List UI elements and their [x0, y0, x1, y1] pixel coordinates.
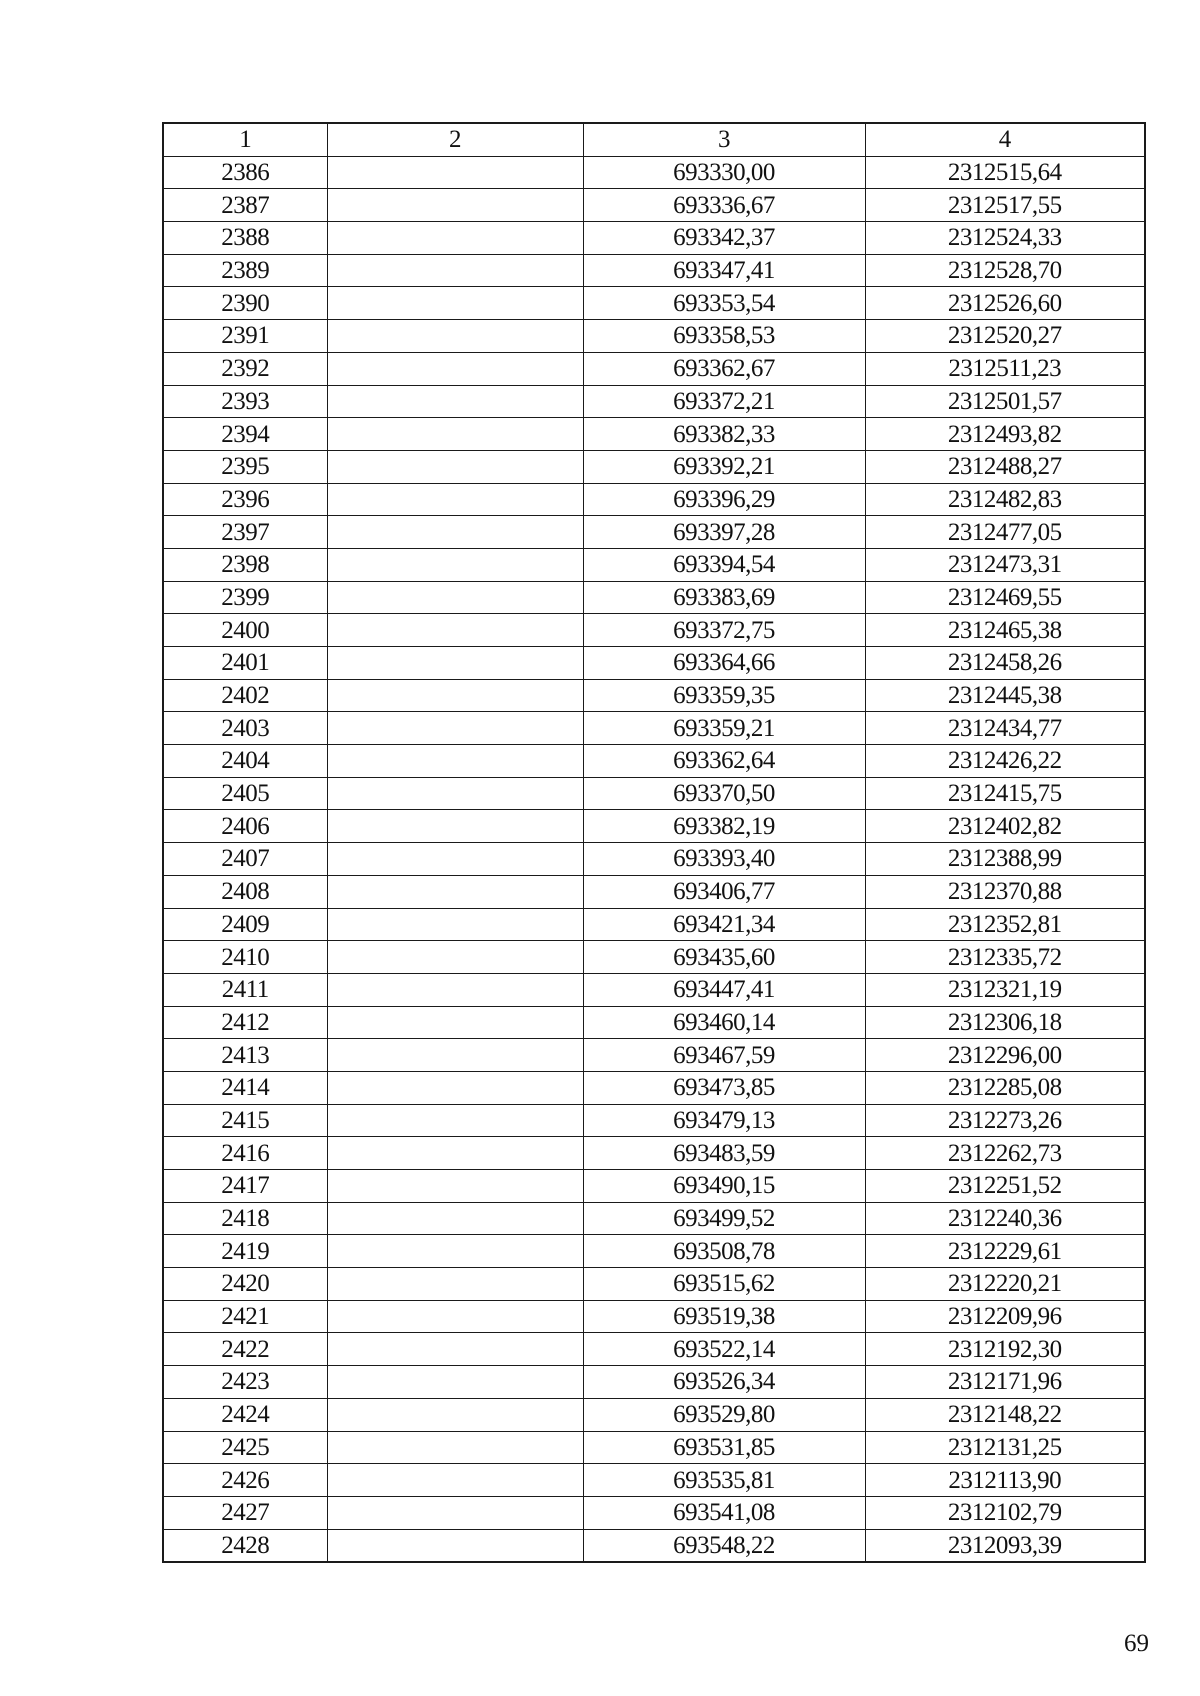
- column-header-3: 3: [583, 123, 865, 156]
- column-header-4: 4: [865, 123, 1145, 156]
- empty-cell: [327, 483, 583, 516]
- point-number-cell: 2386: [163, 156, 327, 189]
- x-coordinate-cell: 693392,21: [583, 450, 865, 483]
- table-row: [163, 777, 1145, 810]
- column-header-2: 2: [327, 123, 583, 156]
- x-coordinate-cell: 693342,37: [583, 222, 865, 255]
- empty-cell: [327, 777, 583, 810]
- x-coordinate-cell: 693531,85: [583, 1431, 865, 1464]
- x-coordinate-cell: 693336,67: [583, 189, 865, 222]
- table-row: [163, 1137, 1145, 1170]
- point-number-cell: 2407: [163, 843, 327, 876]
- table-row: [163, 843, 1145, 876]
- y-coordinate-cell: 2312511,23: [865, 352, 1145, 385]
- point-number-cell: 2410: [163, 941, 327, 974]
- point-number-cell: 2391: [163, 320, 327, 353]
- empty-cell: [327, 843, 583, 876]
- x-coordinate-cell: 693467,59: [583, 1039, 865, 1072]
- x-coordinate-cell: 693396,29: [583, 483, 865, 516]
- x-coordinate-cell: 693359,35: [583, 679, 865, 712]
- x-coordinate-cell: 693490,15: [583, 1170, 865, 1203]
- y-coordinate-cell: 2312131,25: [865, 1431, 1145, 1464]
- empty-cell: [327, 1202, 583, 1235]
- point-number-cell: 2425: [163, 1431, 327, 1464]
- page-number: 69: [1124, 1630, 1149, 1657]
- point-number-cell: 2411: [163, 973, 327, 1006]
- table-row: [163, 222, 1145, 255]
- table-row: [163, 1039, 1145, 1072]
- table-row: [163, 1366, 1145, 1399]
- y-coordinate-cell: 2312093,39: [865, 1529, 1145, 1562]
- empty-cell: [327, 941, 583, 974]
- table-row: [163, 712, 1145, 745]
- coordinates-table: [162, 122, 1146, 1563]
- empty-cell: [327, 254, 583, 287]
- empty-cell: [327, 647, 583, 680]
- x-coordinate-cell: 693526,34: [583, 1366, 865, 1399]
- point-number-cell: 2418: [163, 1202, 327, 1235]
- x-coordinate-cell: 693508,78: [583, 1235, 865, 1268]
- table-row: [163, 156, 1145, 189]
- empty-cell: [327, 614, 583, 647]
- x-coordinate-cell: 693519,38: [583, 1300, 865, 1333]
- table-row: [163, 1202, 1145, 1235]
- point-number-cell: 2403: [163, 712, 327, 745]
- empty-cell: [327, 679, 583, 712]
- empty-cell: [327, 973, 583, 1006]
- empty-cell: [327, 1464, 583, 1497]
- table-row: [163, 810, 1145, 843]
- x-coordinate-cell: 693529,80: [583, 1398, 865, 1431]
- empty-cell: [327, 1006, 583, 1039]
- y-coordinate-cell: 2312285,08: [865, 1071, 1145, 1104]
- empty-cell: [327, 156, 583, 189]
- point-number-cell: 2405: [163, 777, 327, 810]
- point-number-cell: 2426: [163, 1464, 327, 1497]
- empty-cell: [327, 189, 583, 222]
- y-coordinate-cell: 2312388,99: [865, 843, 1145, 876]
- y-coordinate-cell: 2312445,38: [865, 679, 1145, 712]
- point-number-cell: 2416: [163, 1137, 327, 1170]
- x-coordinate-cell: 693406,77: [583, 875, 865, 908]
- table-row: [163, 1170, 1145, 1203]
- point-number-cell: 2397: [163, 516, 327, 549]
- table-row: [163, 941, 1145, 974]
- point-number-cell: 2420: [163, 1268, 327, 1301]
- table-row: [163, 1071, 1145, 1104]
- empty-cell: [327, 810, 583, 843]
- y-coordinate-cell: 2312477,05: [865, 516, 1145, 549]
- point-number-cell: 2402: [163, 679, 327, 712]
- x-coordinate-cell: 693473,85: [583, 1071, 865, 1104]
- y-coordinate-cell: 2312209,96: [865, 1300, 1145, 1333]
- x-coordinate-cell: 693394,54: [583, 548, 865, 581]
- table-row: [163, 614, 1145, 647]
- y-coordinate-cell: 2312171,96: [865, 1366, 1145, 1399]
- table-row: [163, 1300, 1145, 1333]
- x-coordinate-cell: 693460,14: [583, 1006, 865, 1039]
- empty-cell: [327, 1496, 583, 1529]
- y-coordinate-cell: 2312306,18: [865, 1006, 1145, 1039]
- point-number-cell: 2414: [163, 1071, 327, 1104]
- table-row: [163, 1529, 1145, 1562]
- y-coordinate-cell: 2312493,82: [865, 418, 1145, 451]
- table-row: [163, 908, 1145, 941]
- point-number-cell: 2424: [163, 1398, 327, 1431]
- empty-cell: [327, 1039, 583, 1072]
- empty-cell: [327, 1235, 583, 1268]
- point-number-cell: 2398: [163, 548, 327, 581]
- y-coordinate-cell: 2312240,36: [865, 1202, 1145, 1235]
- column-header-1: 1: [163, 123, 327, 156]
- x-coordinate-cell: 693393,40: [583, 843, 865, 876]
- point-number-cell: 2415: [163, 1104, 327, 1137]
- point-number-cell: 2400: [163, 614, 327, 647]
- table-row: [163, 385, 1145, 418]
- empty-cell: [327, 418, 583, 451]
- y-coordinate-cell: 2312473,31: [865, 548, 1145, 581]
- y-coordinate-cell: 2312102,79: [865, 1496, 1145, 1529]
- table-row: [163, 875, 1145, 908]
- x-coordinate-cell: 693541,08: [583, 1496, 865, 1529]
- x-coordinate-cell: 693359,21: [583, 712, 865, 745]
- empty-cell: [327, 1366, 583, 1399]
- table-row: [163, 287, 1145, 320]
- y-coordinate-cell: 2312262,73: [865, 1137, 1145, 1170]
- y-coordinate-cell: 2312469,55: [865, 581, 1145, 614]
- table-row: [163, 418, 1145, 451]
- table-row: [163, 1496, 1145, 1529]
- empty-cell: [327, 450, 583, 483]
- empty-cell: [327, 1104, 583, 1137]
- y-coordinate-cell: 2312192,30: [865, 1333, 1145, 1366]
- x-coordinate-cell: 693535,81: [583, 1464, 865, 1497]
- x-coordinate-cell: 693347,41: [583, 254, 865, 287]
- empty-cell: [327, 1398, 583, 1431]
- empty-cell: [327, 320, 583, 353]
- x-coordinate-cell: 693372,21: [583, 385, 865, 418]
- table-row: [163, 973, 1145, 1006]
- x-coordinate-cell: 693548,22: [583, 1529, 865, 1562]
- point-number-cell: 2388: [163, 222, 327, 255]
- point-number-cell: 2396: [163, 483, 327, 516]
- y-coordinate-cell: 2312273,26: [865, 1104, 1145, 1137]
- y-coordinate-cell: 2312434,77: [865, 712, 1145, 745]
- y-coordinate-cell: 2312296,00: [865, 1039, 1145, 1072]
- x-coordinate-cell: 693383,69: [583, 581, 865, 614]
- table-body: [163, 156, 1145, 1562]
- y-coordinate-cell: 2312415,75: [865, 777, 1145, 810]
- table-row: [163, 516, 1145, 549]
- empty-cell: [327, 1431, 583, 1464]
- x-coordinate-cell: 693372,75: [583, 614, 865, 647]
- point-number-cell: 2412: [163, 1006, 327, 1039]
- empty-cell: [327, 1268, 583, 1301]
- table-row: [163, 1398, 1145, 1431]
- point-number-cell: 2390: [163, 287, 327, 320]
- point-number-cell: 2417: [163, 1170, 327, 1203]
- x-coordinate-cell: 693435,60: [583, 941, 865, 974]
- table-row: [163, 1333, 1145, 1366]
- point-number-cell: 2393: [163, 385, 327, 418]
- y-coordinate-cell: 2312321,19: [865, 973, 1145, 1006]
- table-row: [163, 483, 1145, 516]
- y-coordinate-cell: 2312458,26: [865, 647, 1145, 680]
- y-coordinate-cell: 2312335,72: [865, 941, 1145, 974]
- table-row: [163, 450, 1145, 483]
- point-number-cell: 2389: [163, 254, 327, 287]
- x-coordinate-cell: 693479,13: [583, 1104, 865, 1137]
- y-coordinate-cell: 2312528,70: [865, 254, 1145, 287]
- table-row: [163, 1104, 1145, 1137]
- x-coordinate-cell: 693382,33: [583, 418, 865, 451]
- y-coordinate-cell: 2312370,88: [865, 875, 1145, 908]
- y-coordinate-cell: 2312220,21: [865, 1268, 1145, 1301]
- y-coordinate-cell: 2312517,55: [865, 189, 1145, 222]
- x-coordinate-cell: 693447,41: [583, 973, 865, 1006]
- point-number-cell: 2422: [163, 1333, 327, 1366]
- point-number-cell: 2419: [163, 1235, 327, 1268]
- point-number-cell: 2387: [163, 189, 327, 222]
- empty-cell: [327, 516, 583, 549]
- table-row: [163, 1431, 1145, 1464]
- table-row: [163, 254, 1145, 287]
- x-coordinate-cell: 693515,62: [583, 1268, 865, 1301]
- y-coordinate-cell: 2312524,33: [865, 222, 1145, 255]
- y-coordinate-cell: 2312251,52: [865, 1170, 1145, 1203]
- table-row: [163, 1235, 1145, 1268]
- table-row: [163, 189, 1145, 222]
- table-header-row: [163, 123, 1145, 156]
- x-coordinate-cell: 693364,66: [583, 647, 865, 680]
- empty-cell: [327, 1137, 583, 1170]
- empty-cell: [327, 875, 583, 908]
- point-number-cell: 2406: [163, 810, 327, 843]
- y-coordinate-cell: 2312229,61: [865, 1235, 1145, 1268]
- table-row: [163, 548, 1145, 581]
- x-coordinate-cell: 693421,34: [583, 908, 865, 941]
- point-number-cell: 2423: [163, 1366, 327, 1399]
- x-coordinate-cell: 693362,67: [583, 352, 865, 385]
- y-coordinate-cell: 2312520,27: [865, 320, 1145, 353]
- point-number-cell: 2413: [163, 1039, 327, 1072]
- point-number-cell: 2399: [163, 581, 327, 614]
- table-row: [163, 581, 1145, 614]
- empty-cell: [327, 908, 583, 941]
- y-coordinate-cell: 2312426,22: [865, 745, 1145, 778]
- x-coordinate-cell: 693330,00: [583, 156, 865, 189]
- point-number-cell: 2428: [163, 1529, 327, 1562]
- point-number-cell: 2404: [163, 745, 327, 778]
- table-row: [163, 352, 1145, 385]
- y-coordinate-cell: 2312482,83: [865, 483, 1145, 516]
- x-coordinate-cell: 693362,64: [583, 745, 865, 778]
- empty-cell: [327, 1529, 583, 1562]
- empty-cell: [327, 222, 583, 255]
- table-row: [163, 745, 1145, 778]
- y-coordinate-cell: 2312113,90: [865, 1464, 1145, 1497]
- empty-cell: [327, 1333, 583, 1366]
- empty-cell: [327, 548, 583, 581]
- empty-cell: [327, 1170, 583, 1203]
- point-number-cell: 2401: [163, 647, 327, 680]
- y-coordinate-cell: 2312148,22: [865, 1398, 1145, 1431]
- table-row: [163, 1464, 1145, 1497]
- x-coordinate-cell: 693483,59: [583, 1137, 865, 1170]
- table-row: [163, 320, 1145, 353]
- x-coordinate-cell: 693499,52: [583, 1202, 865, 1235]
- y-coordinate-cell: 2312488,27: [865, 450, 1145, 483]
- x-coordinate-cell: 693358,53: [583, 320, 865, 353]
- table-row: [163, 1268, 1145, 1301]
- y-coordinate-cell: 2312352,81: [865, 908, 1145, 941]
- x-coordinate-cell: 693522,14: [583, 1333, 865, 1366]
- point-number-cell: 2409: [163, 908, 327, 941]
- y-coordinate-cell: 2312526,60: [865, 287, 1145, 320]
- empty-cell: [327, 1300, 583, 1333]
- table-row: [163, 1006, 1145, 1039]
- point-number-cell: 2421: [163, 1300, 327, 1333]
- empty-cell: [327, 1071, 583, 1104]
- point-number-cell: 2427: [163, 1496, 327, 1529]
- empty-cell: [327, 287, 583, 320]
- point-number-cell: 2392: [163, 352, 327, 385]
- empty-cell: [327, 745, 583, 778]
- x-coordinate-cell: 693397,28: [583, 516, 865, 549]
- x-coordinate-cell: 693353,54: [583, 287, 865, 320]
- point-number-cell: 2408: [163, 875, 327, 908]
- y-coordinate-cell: 2312515,64: [865, 156, 1145, 189]
- x-coordinate-cell: 693382,19: [583, 810, 865, 843]
- empty-cell: [327, 385, 583, 418]
- y-coordinate-cell: 2312501,57: [865, 385, 1145, 418]
- point-number-cell: 2395: [163, 450, 327, 483]
- table-row: [163, 679, 1145, 712]
- table-row: [163, 647, 1145, 680]
- y-coordinate-cell: 2312402,82: [865, 810, 1145, 843]
- empty-cell: [327, 712, 583, 745]
- point-number-cell: 2394: [163, 418, 327, 451]
- empty-cell: [327, 352, 583, 385]
- y-coordinate-cell: 2312465,38: [865, 614, 1145, 647]
- x-coordinate-cell: 693370,50: [583, 777, 865, 810]
- empty-cell: [327, 581, 583, 614]
